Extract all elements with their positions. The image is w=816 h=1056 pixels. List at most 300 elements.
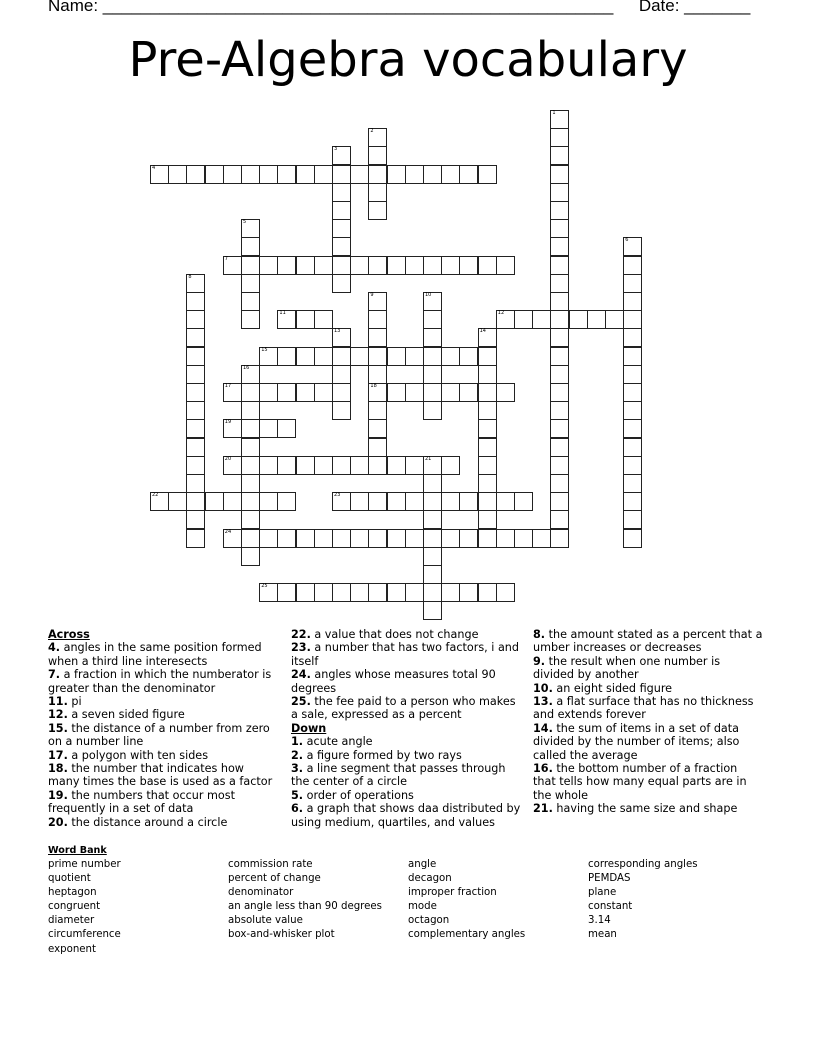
crossword-cell[interactable] xyxy=(387,529,406,548)
crossword-cell[interactable] xyxy=(550,201,569,220)
crossword-cell[interactable] xyxy=(459,529,478,548)
crossword-cell[interactable] xyxy=(405,529,424,548)
crossword-cell[interactable] xyxy=(296,456,315,475)
clue-text: having the same size and shape xyxy=(552,802,738,816)
word-bank-item: corresponding angles xyxy=(588,859,698,870)
crossword-cell[interactable] xyxy=(423,510,442,529)
crossword-cell[interactable] xyxy=(332,165,351,184)
word-bank-item: diameter xyxy=(48,915,95,927)
clue-item xyxy=(48,708,278,721)
crossword-cell[interactable] xyxy=(550,328,569,347)
crossword-cell[interactable] xyxy=(605,310,624,329)
crossword-cell[interactable] xyxy=(478,438,497,457)
clue-column-3 xyxy=(533,628,763,816)
crossword-cell[interactable] xyxy=(423,401,442,420)
crossword-cell[interactable] xyxy=(423,365,442,384)
crossword-cell[interactable] xyxy=(496,492,515,511)
crossword-cell[interactable] xyxy=(223,419,242,438)
crossword-cell[interactable] xyxy=(368,183,387,202)
crossword-cell[interactable] xyxy=(332,201,351,220)
crossword-cell[interactable] xyxy=(387,456,406,475)
clue-item xyxy=(48,722,278,749)
crossword-cell[interactable] xyxy=(186,292,205,311)
crossword-cell[interactable] xyxy=(259,165,278,184)
clue-text: the number that indicates how many times the base is used as a factor xyxy=(48,762,273,789)
crossword-cell[interactable] xyxy=(332,347,351,366)
crossword-cell[interactable] xyxy=(459,165,478,184)
clue-number: 9. xyxy=(533,654,546,668)
crossword-cell[interactable] xyxy=(332,401,351,420)
crossword-cell[interactable] xyxy=(368,492,387,511)
crossword-cell[interactable] xyxy=(459,347,478,366)
crossword-cell[interactable] xyxy=(205,492,224,511)
crossword-cell[interactable] xyxy=(332,256,351,275)
crossword-cell[interactable] xyxy=(550,128,569,147)
crossword-cell[interactable] xyxy=(350,256,369,275)
crossword-cell[interactable] xyxy=(478,492,497,511)
crossword-cell[interactable] xyxy=(496,529,515,548)
crossword-cell[interactable] xyxy=(368,401,387,420)
crossword-cell[interactable] xyxy=(387,165,406,184)
crossword-cell[interactable] xyxy=(405,492,424,511)
crossword-cell[interactable] xyxy=(478,419,497,438)
crossword-cell[interactable] xyxy=(332,492,351,511)
crossword-cell[interactable] xyxy=(441,383,460,402)
cell-number: 10 xyxy=(425,292,432,298)
crossword-cell[interactable] xyxy=(241,292,260,311)
word-bank-item: constant xyxy=(588,901,633,913)
crossword-cell[interactable] xyxy=(277,492,296,511)
word-bank-item: complementary angles xyxy=(408,929,526,941)
crossword-cell[interactable] xyxy=(332,383,351,402)
crossword-cell[interactable] xyxy=(168,492,187,511)
crossword-cell[interactable] xyxy=(423,347,442,366)
cell-number: 4 xyxy=(152,164,156,171)
crossword-cell[interactable] xyxy=(423,310,442,329)
crossword-cell[interactable] xyxy=(368,365,387,384)
crossword-cell[interactable] xyxy=(241,237,260,256)
crossword-cell[interactable] xyxy=(550,256,569,275)
crossword-cell[interactable] xyxy=(550,510,569,529)
crossword-cell[interactable] xyxy=(623,492,642,511)
crossword-cell[interactable] xyxy=(550,110,569,129)
crossword-cell[interactable] xyxy=(241,274,260,293)
crossword-cell[interactable] xyxy=(387,492,406,511)
crossword-cell[interactable] xyxy=(405,383,424,402)
crossword-cell[interactable] xyxy=(150,165,169,184)
crossword-cell[interactable] xyxy=(186,347,205,366)
crossword-cell[interactable] xyxy=(259,456,278,475)
crossword-cell[interactable] xyxy=(223,256,242,275)
crossword-cell[interactable] xyxy=(314,529,333,548)
crossword-cell[interactable] xyxy=(550,310,569,329)
crossword-cell[interactable] xyxy=(259,419,278,438)
crossword-cell[interactable] xyxy=(332,328,351,347)
crossword-cell[interactable] xyxy=(259,583,278,602)
crossword-cell[interactable] xyxy=(186,401,205,420)
crossword-cell[interactable] xyxy=(423,165,442,184)
crossword-cell[interactable] xyxy=(296,165,315,184)
crossword-cell[interactable] xyxy=(368,310,387,329)
crossword-cell[interactable] xyxy=(550,456,569,475)
crossword-cell[interactable] xyxy=(550,183,569,202)
crossword-cell[interactable] xyxy=(423,492,442,511)
crossword-cell[interactable] xyxy=(368,456,387,475)
crossword-cell[interactable] xyxy=(478,401,497,420)
crossword-cell[interactable] xyxy=(550,492,569,511)
crossword-cell[interactable] xyxy=(296,256,315,275)
crossword-cell[interactable] xyxy=(441,456,460,475)
crossword-cell[interactable] xyxy=(478,510,497,529)
word-bank-item: absolute value xyxy=(228,915,303,927)
clue-item xyxy=(48,749,278,762)
crossword-cell[interactable] xyxy=(459,492,478,511)
crossword-cell[interactable] xyxy=(550,274,569,293)
crossword-cell[interactable] xyxy=(623,510,642,529)
crossword-cell[interactable] xyxy=(186,419,205,438)
crossword-cell[interactable] xyxy=(459,256,478,275)
crossword-cell[interactable] xyxy=(423,328,442,347)
crossword-cell[interactable] xyxy=(532,529,551,548)
crossword-cell[interactable] xyxy=(241,419,260,438)
crossword-cell[interactable] xyxy=(368,419,387,438)
crossword-cell[interactable] xyxy=(241,547,260,566)
clue-number: 13. xyxy=(533,695,553,709)
crossword-cell[interactable] xyxy=(478,256,497,275)
crossword-cell[interactable] xyxy=(387,347,406,366)
crossword-cell[interactable] xyxy=(296,583,315,602)
crossword-cell[interactable] xyxy=(478,474,497,493)
crossword-cell[interactable] xyxy=(514,310,533,329)
crossword-cell[interactable] xyxy=(223,529,242,548)
cell-number: 16 xyxy=(243,364,250,371)
crossword-cell[interactable] xyxy=(441,583,460,602)
clue-item xyxy=(533,762,763,802)
clue-section-heading: Across xyxy=(48,628,90,641)
crossword-cell[interactable] xyxy=(368,438,387,457)
crossword-cell[interactable] xyxy=(423,292,442,311)
crossword-cell[interactable] xyxy=(277,383,296,402)
clue-number: 19. xyxy=(48,788,68,802)
word-bank-item: angle xyxy=(408,859,437,870)
crossword-cell[interactable] xyxy=(186,165,205,184)
crossword-cell[interactable] xyxy=(350,583,369,602)
word-bank-item: plane xyxy=(588,887,617,899)
crossword-cell[interactable] xyxy=(332,583,351,602)
crossword-cell[interactable] xyxy=(205,165,224,184)
crossword-cell[interactable] xyxy=(623,456,642,475)
crossword-cell[interactable] xyxy=(623,237,642,256)
crossword-cell[interactable] xyxy=(332,456,351,475)
word-bank-item: 3.14 xyxy=(588,915,611,927)
crossword-cell[interactable] xyxy=(368,583,387,602)
clue-number: 18. xyxy=(48,762,68,776)
word-bank-column xyxy=(588,858,763,943)
crossword-cell[interactable] xyxy=(277,347,296,366)
clue-item xyxy=(291,695,521,722)
clue-number: 2. xyxy=(291,748,304,762)
clue-text: a fraction in which the numberator is greater than the denominator xyxy=(48,668,272,695)
crossword-cell[interactable] xyxy=(259,383,278,402)
crossword-cell[interactable] xyxy=(259,256,278,275)
crossword-cell[interactable] xyxy=(241,219,260,238)
crossword-cell[interactable] xyxy=(623,256,642,275)
clue-item xyxy=(48,762,278,789)
crossword-cell[interactable] xyxy=(441,492,460,511)
crossword-cell[interactable] xyxy=(277,456,296,475)
crossword-cell[interactable] xyxy=(368,328,387,347)
crossword-cell[interactable] xyxy=(441,165,460,184)
crossword-cell[interactable] xyxy=(186,492,205,511)
crossword-cell[interactable] xyxy=(241,401,260,420)
crossword-cell[interactable] xyxy=(423,601,442,620)
crossword-cell[interactable] xyxy=(277,165,296,184)
crossword-cell[interactable] xyxy=(423,456,442,475)
crossword-cell[interactable] xyxy=(623,419,642,438)
crossword-cell[interactable] xyxy=(550,401,569,420)
crossword-cell[interactable] xyxy=(259,529,278,548)
crossword-cell[interactable] xyxy=(223,165,242,184)
clue-item xyxy=(48,789,278,816)
date-field[interactable]: Date: _______ xyxy=(638,0,751,15)
crossword-cell[interactable] xyxy=(623,328,642,347)
crossword-cell[interactable] xyxy=(223,492,242,511)
crossword-cell[interactable] xyxy=(332,146,351,165)
crossword-cell[interactable] xyxy=(296,347,315,366)
crossword-cell[interactable] xyxy=(623,438,642,457)
crossword-cell[interactable] xyxy=(441,347,460,366)
crossword-cell[interactable] xyxy=(387,383,406,402)
crossword-cell[interactable] xyxy=(277,310,296,329)
crossword-cell[interactable] xyxy=(623,310,642,329)
crossword-cell[interactable] xyxy=(550,438,569,457)
crossword-cell[interactable] xyxy=(241,365,260,384)
crossword-cell[interactable] xyxy=(186,310,205,329)
word-bank-item: congruent xyxy=(48,901,101,913)
crossword-cell[interactable] xyxy=(550,365,569,384)
crossword-cell[interactable] xyxy=(241,456,260,475)
crossword-cell[interactable] xyxy=(277,419,296,438)
crossword-cell[interactable] xyxy=(623,383,642,402)
crossword-cell[interactable] xyxy=(532,310,551,329)
crossword-cell[interactable] xyxy=(423,383,442,402)
crossword-cell[interactable] xyxy=(368,347,387,366)
crossword-cell[interactable] xyxy=(241,492,260,511)
crossword-cell[interactable] xyxy=(423,565,442,584)
crossword-cell[interactable] xyxy=(332,183,351,202)
crossword-cell[interactable] xyxy=(314,383,333,402)
clue-number: 12. xyxy=(48,708,68,722)
crossword-cell[interactable] xyxy=(550,219,569,238)
word-bank-column xyxy=(228,858,403,943)
crossword-cell[interactable] xyxy=(368,201,387,220)
crossword-cell[interactable] xyxy=(368,256,387,275)
crossword-cell[interactable] xyxy=(423,256,442,275)
crossword-cell[interactable] xyxy=(241,256,260,275)
crossword-cell[interactable] xyxy=(496,383,515,402)
crossword-cell[interactable] xyxy=(186,365,205,384)
crossword-cell[interactable] xyxy=(623,474,642,493)
crossword-cell[interactable] xyxy=(241,165,260,184)
crossword-cell[interactable] xyxy=(478,383,497,402)
clue-item xyxy=(291,641,521,668)
crossword-cell[interactable] xyxy=(314,256,333,275)
clue-number: 10. xyxy=(533,681,553,695)
crossword-cell[interactable] xyxy=(550,529,569,548)
crossword-cell[interactable] xyxy=(623,347,642,366)
crossword-cell[interactable] xyxy=(478,347,497,366)
crossword-cell[interactable] xyxy=(423,547,442,566)
name-field[interactable]: Name: ______________________________________________________ xyxy=(48,0,614,15)
crossword-cell[interactable] xyxy=(550,419,569,438)
clue-column-1 xyxy=(48,628,278,829)
word-bank-item: denominator xyxy=(228,887,294,899)
crossword-cell[interactable] xyxy=(314,583,333,602)
clue-number: 1. xyxy=(291,735,304,749)
crossword-cell[interactable] xyxy=(296,529,315,548)
crossword-cell[interactable] xyxy=(259,347,278,366)
crossword-cell[interactable] xyxy=(186,328,205,347)
crossword-cell[interactable] xyxy=(550,292,569,311)
cell-number: 20 xyxy=(224,455,232,462)
crossword-cell[interactable] xyxy=(441,256,460,275)
crossword-cell[interactable] xyxy=(241,510,260,529)
crossword-cell[interactable] xyxy=(496,583,515,602)
crossword-cell[interactable] xyxy=(368,383,387,402)
crossword-cell[interactable] xyxy=(168,165,187,184)
crossword-cell[interactable] xyxy=(514,492,533,511)
crossword-cell[interactable] xyxy=(623,529,642,548)
crossword-cell[interactable] xyxy=(186,274,205,293)
crossword-cell[interactable] xyxy=(368,292,387,311)
crossword-cell[interactable] xyxy=(478,328,497,347)
crossword-cell[interactable] xyxy=(405,456,424,475)
crossword-cell[interactable] xyxy=(569,310,588,329)
crossword-cell[interactable] xyxy=(423,529,442,548)
crossword-cell[interactable] xyxy=(550,474,569,493)
crossword-cell[interactable] xyxy=(441,529,460,548)
crossword-cell[interactable] xyxy=(223,456,242,475)
word-bank-title: Word Bank xyxy=(48,845,107,856)
crossword-cell[interactable] xyxy=(332,274,351,293)
crossword-cell[interactable] xyxy=(186,474,205,493)
crossword-cell[interactable] xyxy=(314,165,333,184)
crossword-cell[interactable] xyxy=(332,237,351,256)
cell-number: 21 xyxy=(425,455,432,462)
clue-item xyxy=(48,695,278,708)
crossword-cell[interactable] xyxy=(478,365,497,384)
crossword-cell[interactable] xyxy=(405,583,424,602)
crossword-cell[interactable] xyxy=(550,165,569,184)
word-bank-item: quotient xyxy=(48,873,91,885)
clue-text: the amount stated as a percent that a umber increases or decreases xyxy=(533,628,763,655)
crossword-cell[interactable] xyxy=(296,310,315,329)
clue-item xyxy=(291,762,521,789)
clue-number: 3. xyxy=(291,762,304,776)
crossword-cell[interactable] xyxy=(350,165,369,184)
crossword-cell[interactable] xyxy=(241,310,260,329)
crossword-cell[interactable] xyxy=(459,583,478,602)
crossword-cell[interactable] xyxy=(405,347,424,366)
crossword-cell[interactable] xyxy=(423,474,442,493)
crossword-cell[interactable] xyxy=(186,438,205,457)
crossword-cell[interactable] xyxy=(478,529,497,548)
crossword-cell[interactable] xyxy=(223,383,242,402)
crossword-cell[interactable] xyxy=(241,529,260,548)
crossword-cell[interactable] xyxy=(277,583,296,602)
crossword-cell[interactable] xyxy=(587,310,606,329)
crossword-cell[interactable] xyxy=(368,146,387,165)
crossword-cell[interactable] xyxy=(241,474,260,493)
crossword-cell[interactable] xyxy=(314,310,333,329)
crossword-cell[interactable] xyxy=(241,438,260,457)
crossword-cell[interactable] xyxy=(496,256,515,275)
crossword-cell[interactable] xyxy=(550,237,569,256)
crossword-cell[interactable] xyxy=(277,529,296,548)
page-title: Pre-Algebra vocabulary xyxy=(128,32,688,88)
crossword-cell[interactable] xyxy=(514,529,533,548)
crossword-cell[interactable] xyxy=(405,256,424,275)
crossword-cell[interactable] xyxy=(259,492,278,511)
word-bank-column xyxy=(48,858,223,957)
crossword-cell[interactable] xyxy=(186,510,205,529)
crossword-cell[interactable] xyxy=(550,383,569,402)
crossword-cell[interactable] xyxy=(623,292,642,311)
crossword-cell[interactable] xyxy=(186,456,205,475)
cell-number: 13 xyxy=(334,328,341,335)
crossword-cell[interactable] xyxy=(186,383,205,402)
crossword-cell[interactable] xyxy=(623,274,642,293)
crossword-cell[interactable] xyxy=(314,456,333,475)
crossword-cell[interactable] xyxy=(478,456,497,475)
crossword-cell[interactable] xyxy=(387,583,406,602)
crossword-cell[interactable] xyxy=(350,456,369,475)
crossword-cell[interactable] xyxy=(241,383,260,402)
crossword-cell[interactable] xyxy=(350,529,369,548)
crossword-cell[interactable] xyxy=(350,347,369,366)
clue-text: angles whose measures total 90 degrees xyxy=(291,668,496,695)
crossword-cell[interactable] xyxy=(478,165,497,184)
word-bank-item: improper fraction xyxy=(408,887,497,899)
crossword-cell[interactable] xyxy=(368,529,387,548)
crossword-cell[interactable] xyxy=(296,383,315,402)
crossword-cell[interactable] xyxy=(405,165,424,184)
clue-text: the bottom number of a fraction that tells how many equal parts are in the whole xyxy=(533,762,747,802)
clue-number: 24. xyxy=(291,668,311,682)
crossword-cell[interactable] xyxy=(496,310,515,329)
crossword-cell[interactable] xyxy=(332,529,351,548)
crossword-cell[interactable] xyxy=(368,165,387,184)
clue-text: a seven sided figure xyxy=(67,708,185,722)
crossword-cell[interactable] xyxy=(332,219,351,238)
crossword-cell[interactable] xyxy=(478,583,497,602)
crossword-cell[interactable] xyxy=(350,492,369,511)
crossword-cell[interactable] xyxy=(368,128,387,147)
crossword-cell[interactable] xyxy=(423,583,442,602)
crossword-cell[interactable] xyxy=(550,146,569,165)
crossword-cell[interactable] xyxy=(623,365,642,384)
crossword-cell[interactable] xyxy=(186,529,205,548)
clue-column-2 xyxy=(291,628,521,829)
crossword-cell[interactable] xyxy=(623,401,642,420)
crossword-cell[interactable] xyxy=(150,492,169,511)
crossword-cell[interactable] xyxy=(332,365,351,384)
crossword-cell[interactable] xyxy=(459,383,478,402)
crossword-cell[interactable] xyxy=(387,256,406,275)
crossword-cell[interactable] xyxy=(550,347,569,366)
crossword-cell[interactable] xyxy=(277,256,296,275)
crossword-cell[interactable] xyxy=(314,347,333,366)
